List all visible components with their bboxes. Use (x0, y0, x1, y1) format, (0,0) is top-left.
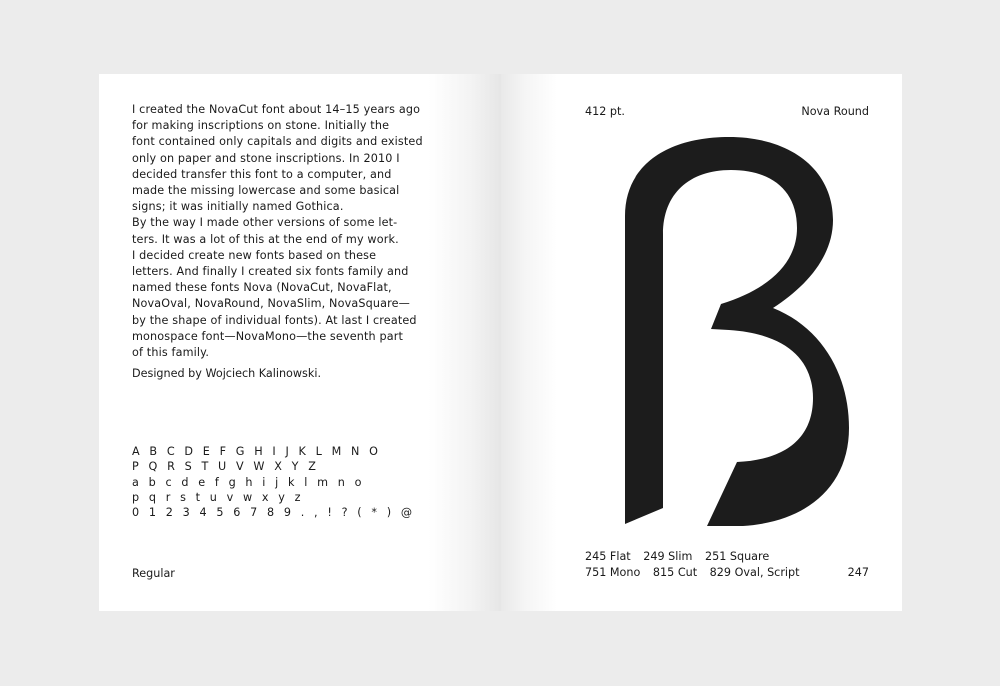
related-font-ref: 251 Square (704, 550, 770, 563)
designer-credit: Designed by Wojciech Kalinowski. (132, 367, 322, 380)
eszett-glyph-shape (625, 137, 849, 526)
book-spread (99, 74, 902, 611)
related-font-ref: 751 Mono (585, 566, 641, 579)
charset-row-uppercase-1: A B C D E F G H I J K L M N O (132, 445, 382, 458)
style-label: Regular (132, 567, 175, 580)
charset-row-digits: 0 1 2 3 4 5 6 7 8 9 . , ! ? ( * ) @ (132, 506, 416, 520)
charset-row-lowercase-2: p q r s t u v w x y z (132, 490, 304, 504)
related-font-ref: 829 Oval, Script (709, 566, 800, 579)
charset-row-lowercase-1: a b c d e f g h i j k l m n o (132, 475, 365, 489)
related-font-ref: 249 Slim (643, 550, 693, 563)
intro-paragraph: I created the NovaCut font about 14–15 years ago for making inscriptions on stone. Initially the font contained only capitals and digits and existed only on paper and stone inscriptions. In 2010 I decided transfer this font to a computer, and made the missing lowercase and some basical signs; it was initially named Gothica. By the way I made other versions of some let- ters. It was a lot of this at the end of my work. I decided create new fonts based on these letters. And finally I created six fonts family and named these fonts Nova (NovaCut, NovaFlat, NovaOval, NovaRound, NovaSlim, NovaSquare— by the shape of individual fonts). At last I created monospace font—NovaMono—the seventh part of this family. (132, 103, 423, 360)
left-page (99, 74, 501, 611)
related-fonts-row-2 (585, 565, 809, 581)
character-set-sample (132, 444, 415, 520)
font-name-label: Nova Round (801, 105, 869, 118)
related-fonts-index (585, 549, 809, 581)
point-size-label: 412 pt. (585, 105, 625, 118)
page-number: 247 (847, 566, 869, 579)
related-font-ref: 815 Cut (652, 566, 698, 579)
related-fonts-row-1 (585, 549, 809, 565)
eszett-glyph-icon (611, 136, 851, 526)
charset-row-uppercase-2: P Q R S T U V W X Y Z (132, 460, 319, 474)
related-font-ref: 245 Flat (585, 550, 631, 563)
right-page (501, 74, 902, 611)
